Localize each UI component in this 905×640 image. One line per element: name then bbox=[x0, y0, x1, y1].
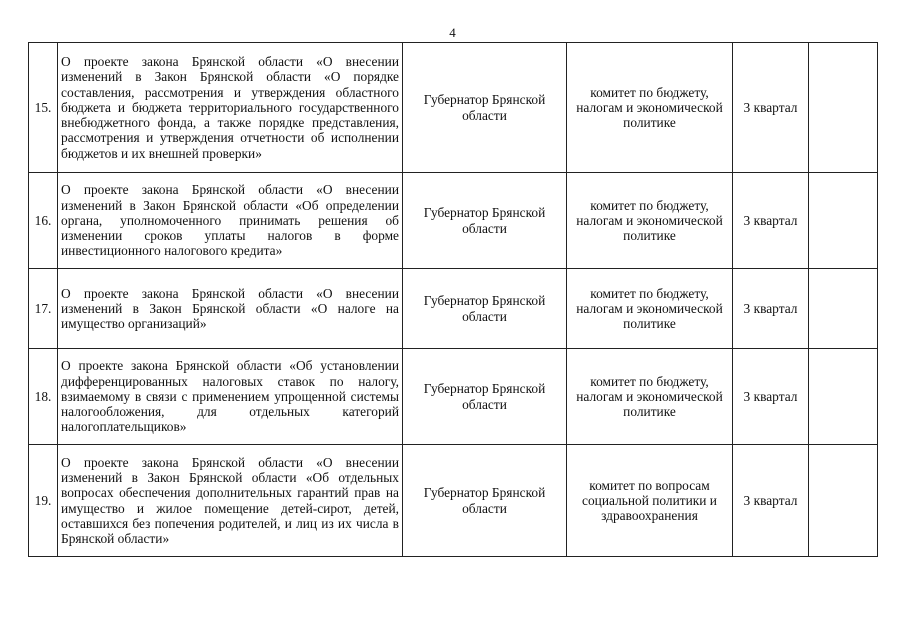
note bbox=[809, 269, 878, 349]
initiator: Губернатор Брянской области bbox=[403, 269, 567, 349]
row-number: 16. bbox=[29, 173, 58, 269]
row-number: 15. bbox=[29, 43, 58, 173]
responsible-committee: комитет по бюджету, налогам и экономической политике bbox=[567, 173, 733, 269]
initiator: Губернатор Брянской области bbox=[403, 445, 567, 557]
responsible-committee: комитет по бюджету, налогам и экономической политике bbox=[567, 349, 733, 445]
table-row bbox=[29, 445, 878, 557]
note bbox=[809, 43, 878, 173]
note bbox=[809, 445, 878, 557]
table-row bbox=[29, 269, 878, 349]
quarter: 3 квартал bbox=[733, 445, 809, 557]
bill-title: О проекте закона Брянской области «О внесении изменений в Закон Брянской области «О налоге на имущество организаций» bbox=[58, 269, 403, 349]
note bbox=[809, 349, 878, 445]
row-number: 17. bbox=[29, 269, 58, 349]
responsible-committee: комитет по бюджету, налогам и экономической политике bbox=[567, 269, 733, 349]
table-row bbox=[29, 349, 878, 445]
quarter: 3 квартал bbox=[733, 349, 809, 445]
initiator: Губернатор Брянской области bbox=[403, 43, 567, 173]
row-number: 18. bbox=[29, 349, 58, 445]
table-row bbox=[29, 43, 878, 173]
note bbox=[809, 173, 878, 269]
row-number: 19. bbox=[29, 445, 58, 557]
initiator: Губернатор Брянской области bbox=[403, 173, 567, 269]
bill-title: О проекте закона Брянской области «Об установлении дифференцированных налоговых ставок по налогу, взимаемому в связи с применением упрощенной системы налогообложения, для отдельных категорий налогоплательщиков» bbox=[58, 349, 403, 445]
quarter: 3 квартал bbox=[733, 269, 809, 349]
legislation-plan-table bbox=[28, 42, 878, 557]
quarter: 3 квартал bbox=[733, 173, 809, 269]
bill-title: О проекте закона Брянской области «О внесении изменений в Закон Брянской области «О порядке составления, рассмотрения и утверждения областного бюджета и бюджета территориального государственного внебюджетного фонда, а также порядке представления, рассмотрения и утверждения отчетности об исполнении бюджетов и их внешней проверки» bbox=[58, 43, 403, 173]
bill-title: О проекте закона Брянской области «О внесении изменений в Закон Брянской области «Об определении органа, уполномоченного принимать решения об изменении сроков уплаты налогов в форме инвестиционного налогового кредита» bbox=[58, 173, 403, 269]
initiator: Губернатор Брянской области bbox=[403, 349, 567, 445]
responsible-committee: комитет по бюджету, налогам и экономической политике bbox=[567, 43, 733, 173]
bill-title: О проекте закона Брянской области «О внесении изменений в Закон Брянской области «Об отдельных вопросах обеспечения дополнительных гарантий прав на имущество и жилое помещение детей-сирот, детей, оставшихся без попечения родителей, и лиц из их числа в Брянской области» bbox=[58, 445, 403, 557]
responsible-committee: комитет по вопросам социальной политики и здравоохранения bbox=[567, 445, 733, 557]
page-number: 4 bbox=[449, 25, 456, 40]
table-row bbox=[29, 173, 878, 269]
quarter: 3 квартал bbox=[733, 43, 809, 173]
